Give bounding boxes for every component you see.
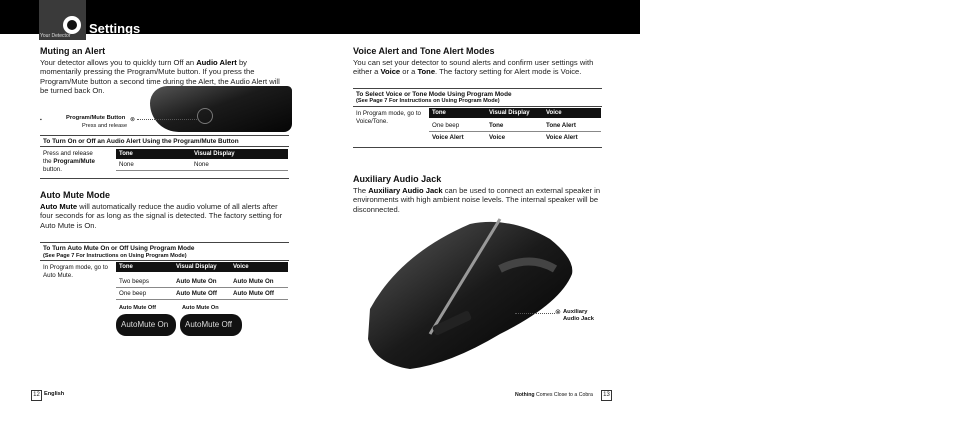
voice-table-subtitle: (See Page 7 For Instructions on Using Program Mode) (356, 98, 500, 104)
automute-heading: Auto Mute Mode (40, 190, 110, 200)
automute-body: Auto Mute will automatically reduce the audio volume of all alerts after four seconds for as long as the signal is detected. The factory setting for Auto Mute is On. (40, 202, 283, 230)
target-icon: ⊗ (555, 309, 561, 316)
detector-body (368, 222, 572, 369)
section-label: Your Detector (40, 33, 71, 39)
table-row: One beep Auto Mute Off Auto Mute Off (116, 289, 288, 300)
automute-table-subtitle: (See Page 7 For Instructions on Using Program Mode) (43, 253, 187, 259)
tagline: Nothing Comes Close to a Cobra (515, 392, 593, 398)
aux-callout: Auxiliary Audio Jack (563, 309, 594, 322)
muting-heading: Muting an Alert (40, 46, 106, 56)
mute-table-title: To Turn On or Off an Audio Alert Using the Program/Mute Button (43, 138, 239, 145)
automute-table-header: Tone Visual Display Voice (116, 262, 288, 272)
aux-heading: Auxiliary Audio Jack (353, 174, 442, 184)
automute-table-title: To Turn Auto Mute On or Off Using Program Mode (43, 245, 195, 252)
page-number-left: 12 (31, 390, 42, 401)
voice-heading: Voice Alert and Tone Alert Modes (353, 46, 495, 56)
target-icon: ⊗ (130, 117, 136, 123)
voice-body: You can set your detector to sound alerts and confirm user settings with either a Voice or a Tone. The factory setting for Alert mode is Voice. (353, 58, 594, 77)
lcd-automute-on: AutoMute On (116, 314, 176, 336)
aux-body: The Auxiliary Audio Jack can be used to connect an external speaker in environments with high ambient noise levels. The internal speaker will be disconnected. (353, 186, 601, 214)
table-row: One beep Tone Tone Alert (429, 121, 601, 132)
detector-icon-inner (67, 20, 77, 30)
language-label: English (44, 391, 65, 397)
program-mute-button-icon (197, 108, 213, 124)
display-on-label: Auto Mute On (182, 305, 219, 311)
voice-table-instruction: In Program mode, go to Voice/Tone. (356, 110, 422, 125)
mute-table-header: Tone Visual Display (116, 149, 288, 159)
page-title: Settings (89, 21, 141, 36)
mute-table-instruction: Press and release the Program/Mute button. (43, 150, 95, 173)
callout-title: Program/Mute Button (66, 115, 126, 121)
muting-body: Your detector allows you to quickly turn Off an Audio Alert by momentarily pressing the Program/Mute button. If you press the Program/Mute button a second time during the Alert, the Audio Alert will be turned back On. (40, 58, 280, 96)
lcd-automute-off: AutoMute Off (180, 314, 242, 336)
detector-image (150, 86, 292, 132)
table-row: None None (116, 160, 288, 171)
voice-table-header: Tone Visual Display Voice (429, 108, 601, 118)
callout-sub: Press and release (82, 123, 128, 129)
aux-callout-line (515, 313, 555, 314)
table-row: Voice Alert Voice Voice Alert (432, 134, 578, 141)
page-number-right: 13 (601, 390, 612, 401)
automute-table-instruction: In Program mode, go to Auto Mute. (43, 264, 109, 279)
voice-table-title: To Select Voice or Tone Mode Using Program Mode (356, 91, 512, 98)
radar-detector-image (360, 214, 580, 372)
display-off-label: Auto Mute Off (119, 305, 156, 311)
table-row: Two beeps Auto Mute On Auto Mute On (116, 277, 288, 288)
callout-line (137, 119, 197, 120)
